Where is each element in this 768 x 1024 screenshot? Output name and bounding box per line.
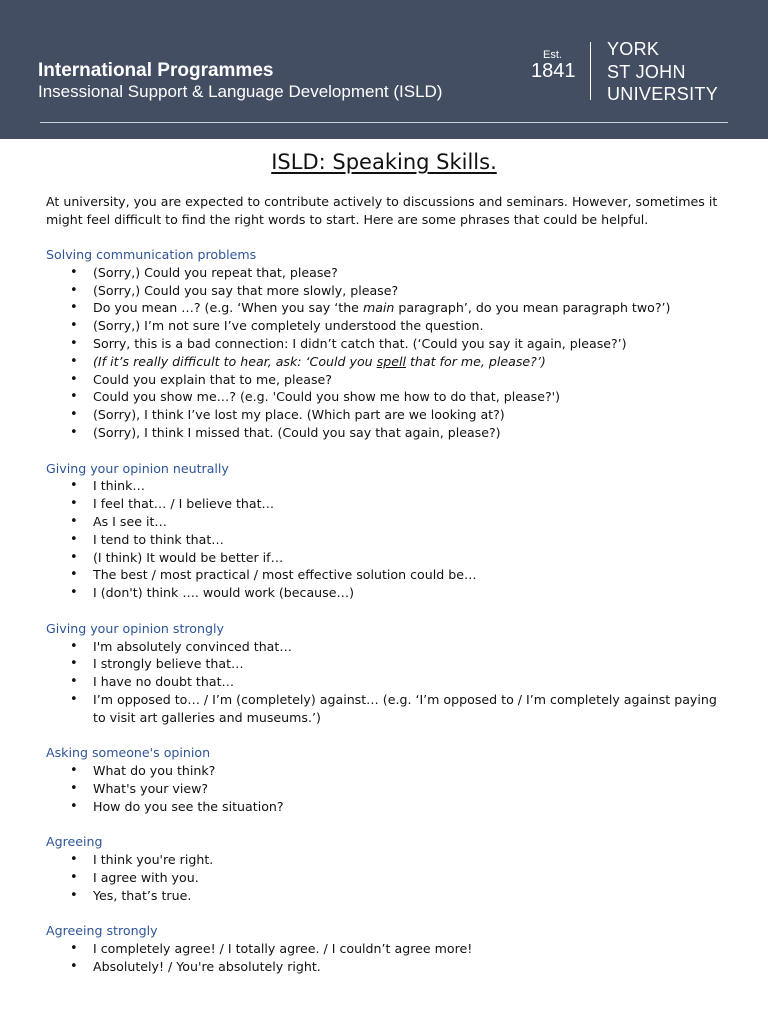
programme-subtitle: Insessional Support & Language Development (ISLD) [38,82,443,101]
phrase-item: • (Sorry), I think I’ve lost my place. (Which part are we looking at?) [46,406,726,424]
phrase-item: • (Sorry,) Could you say that more slowly, please? [46,282,726,300]
phrase-list [46,851,726,904]
phrase-item: • I’m opposed to… / I’m (completely) against… (e.g. ‘I’m opposed to / I’m completely against paying to visit art galleries and museums.’) [46,691,726,727]
section-solving-communication-problems [46,246,726,442]
section-heading: Asking someone's opinion [46,745,211,761]
phrase-item: • (Sorry), I think I missed that. (Could you say that again, please?) [46,424,726,442]
phrase-item: • As I see it… [46,513,726,531]
phrase-list [46,940,726,976]
programme-title: International Programmes [38,60,274,81]
logo-divider [590,42,591,100]
phrase-item: • I think you're right. [46,851,726,869]
phrase-item: • I tend to think that… [46,531,726,549]
header-rule [40,122,728,123]
phrase-text-part: Do you mean …? (e.g. ‘When you say ‘the [93,300,363,316]
section-giving-your-opinion-strongly [46,620,726,727]
phrase-item: • (Sorry,) I’m not sure I’ve completely understood the question. [46,317,726,335]
section-heading: Agreeing strongly [46,923,158,939]
phrase-item: • (Sorry,) Could you repeat that, please? [46,264,726,282]
section-heading: Agreeing [46,834,103,850]
phrase-item: • I agree with you. [46,869,726,887]
phrase-item: • The best / most practical / most effective solution could be… [46,566,726,584]
phrase-text-part: that for me, please?’) [405,353,546,369]
phrase-item: • I have no doubt that… [46,673,726,691]
section-giving-your-opinion-neutrally [46,460,726,602]
phrase-item: • Could you show me…? (e.g. 'Could you show me how to do that, please?') [46,388,726,406]
phrase-item: • Sorry, this is a bad connection: I didn’t catch that. (‘Could you say it again, please?’) [46,335,726,353]
phrase-item: • Could you explain that to me, please? [46,371,726,389]
document-title: ISLD: Speaking Skills. [271,150,497,174]
phrase-sections [46,246,726,993]
phrase-item: • What do you think? [46,762,726,780]
phrase-emphasis: main [362,300,395,316]
section-agreeing-strongly [46,922,726,975]
section-heading: Giving your opinion strongly [46,620,224,636]
phrase-item [46,353,726,371]
university-logo [607,38,718,106]
phrase-item: • I think… [46,477,726,495]
phrase-list [46,638,726,727]
phrase-item: • I strongly believe that… [46,655,726,673]
section-heading: Solving communication problems [46,247,257,262]
phrase-item: • How do you see the situation? [46,798,726,816]
phrase-item: • What's your view? [46,780,726,798]
phrase-item: • (I think) It would be better if… [46,549,726,567]
phrase-item [46,299,726,317]
phrase-list [46,264,726,442]
phrase-item: • Absolutely! / You're absolutely right. [46,958,726,976]
logo-line-york: YORK [607,39,660,59]
section-agreeing [46,833,726,904]
phrase-list [46,762,726,815]
phrase-list [46,477,726,602]
phrase-item: • I (don't) think …. would work (because…) [46,584,726,602]
established-label: Est. [543,49,562,61]
section-asking-someone-s-opinion [46,744,726,815]
phrase-item: • I feel that… / I believe that… [46,495,726,513]
intro-paragraph: At university, you are expected to contribute actively to discussions and seminars. However, sometimes it might feel difficult to find the right words to start. Here are some phrases that could be helpful. [46,194,718,227]
logo-line-st-john: ST JOHN [607,61,686,82]
established-year: 1841 [531,60,576,82]
logo-line-university: UNIVERSITY [607,84,719,104]
phrase-text-part: (If it’s really difficult to hear, ask: ‘Could you [93,353,377,369]
phrase-item: • Yes, that’s true. [46,887,726,905]
phrase-emphasis: spell [376,353,406,369]
phrase-item: • I'm absolutely convinced that… [46,638,726,656]
section-heading: Giving your opinion neutrally [46,460,229,476]
phrase-text-part: paragraph’, do you mean paragraph two?’) [394,300,671,316]
phrase-item: • I completely agree! / I totally agree. / I couldn’t agree more! [46,940,726,958]
page-header [0,0,768,139]
